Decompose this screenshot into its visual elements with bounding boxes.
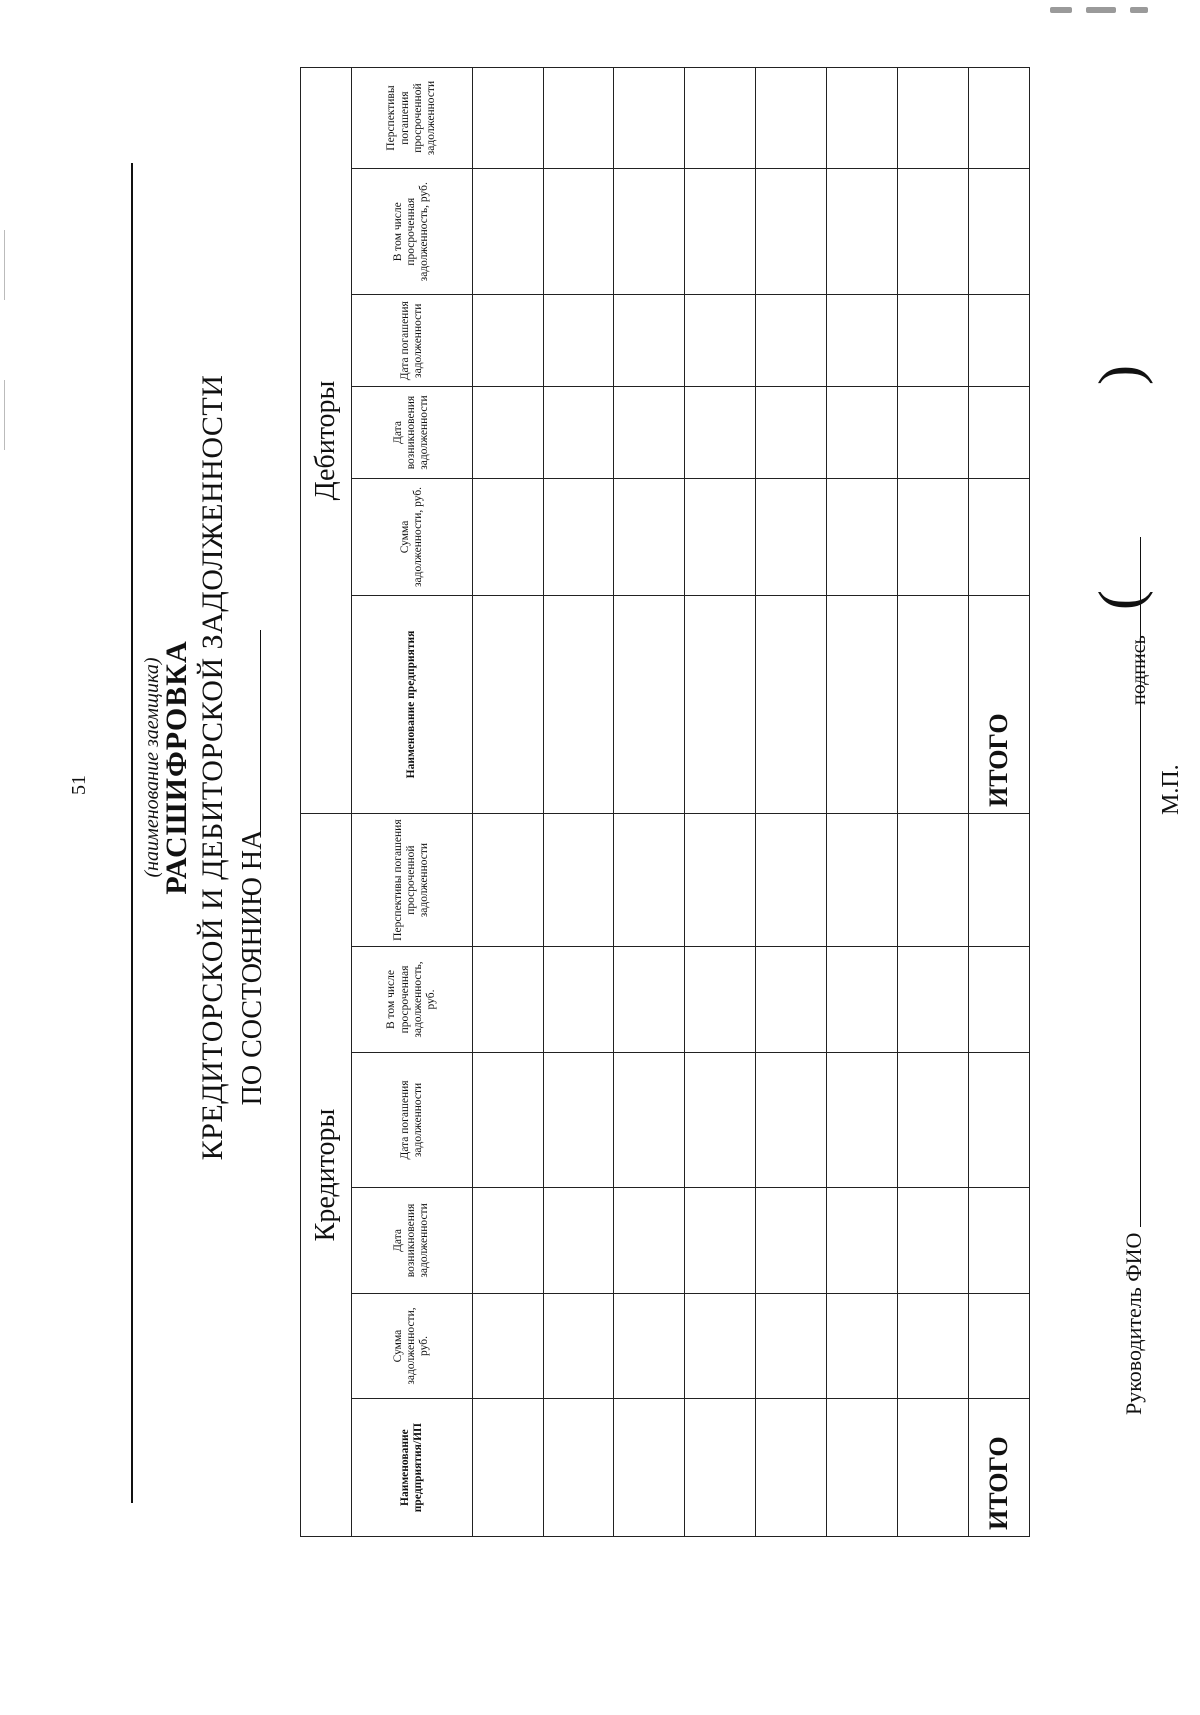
document-title: РАСШИФРОВКА [160, 640, 193, 895]
total-row [969, 68, 1030, 1537]
debtor-col-name: Наименование предприятия [352, 595, 473, 813]
table-cell[interactable] [685, 68, 756, 169]
table-cell[interactable] [969, 1293, 1030, 1399]
table-cell[interactable] [472, 169, 543, 295]
table-cell[interactable] [969, 947, 1030, 1053]
table-cell[interactable] [472, 1052, 543, 1187]
debtors-header: Дебиторы [301, 68, 352, 814]
debtors-total-label: ИТОГО [969, 595, 1030, 813]
debtor-col-amount: Сумма задолженности, руб. [352, 478, 473, 595]
table-cell[interactable] [969, 478, 1030, 595]
creditors-total-label: ИТОГО [969, 1399, 1030, 1537]
table-cell[interactable] [614, 387, 685, 479]
as-of-date-label: ПО СОСТОЯНИЮ НА [237, 829, 268, 1106]
table-cell[interactable] [898, 1399, 969, 1537]
table-cell[interactable] [827, 1399, 898, 1537]
table-cell[interactable] [543, 1188, 614, 1294]
table-cell[interactable] [685, 1399, 756, 1537]
debtor-col-prospects: Перспективы погашения просроченной задолженности [352, 68, 473, 169]
signature-label: подпись [1128, 635, 1150, 705]
creditor-col-prospects: Перспективы погашения просроченной задолженности [352, 814, 473, 947]
creditor-col-origin-date: Дата возникновения задолженности [352, 1188, 473, 1294]
signer-label: Руководитель ФИО [1121, 1232, 1146, 1415]
table-cell[interactable] [827, 1052, 898, 1187]
table-cell[interactable] [543, 478, 614, 595]
table-cell[interactable] [685, 814, 756, 947]
table-cell[interactable] [756, 478, 827, 595]
table-cell[interactable] [898, 814, 969, 947]
table-cell[interactable] [969, 814, 1030, 947]
table-cell[interactable] [756, 295, 827, 387]
document-title-line2: КРЕДИТОРСКОЙ И ДЕБИТОРСКОЙ ЗАДОЛЖЕННОСТИ [196, 374, 229, 1161]
table-cell[interactable] [472, 68, 543, 169]
table-cell[interactable] [969, 68, 1030, 169]
table-cell[interactable] [756, 1188, 827, 1294]
table-cell[interactable] [614, 947, 685, 1053]
creditor-col-overdue: В том числе просроченная задолженность, руб. [352, 947, 473, 1053]
table-cell[interactable] [969, 1188, 1030, 1294]
table-cell[interactable] [756, 169, 827, 295]
table-row [827, 68, 898, 1537]
table-cell[interactable] [685, 387, 756, 479]
table-cell[interactable] [898, 1052, 969, 1187]
table-cell[interactable] [898, 295, 969, 387]
table-cell[interactable] [614, 478, 685, 595]
table-cell[interactable] [756, 1399, 827, 1537]
column-header-row [352, 68, 473, 1537]
table-cell[interactable] [543, 595, 614, 813]
stamp-label: М.П. [1158, 764, 1184, 815]
creditor-col-repay-date: Дата погашения задолженности [352, 1052, 473, 1187]
signature-open-paren: ( [1087, 590, 1153, 610]
table-cell[interactable] [614, 1399, 685, 1537]
table-cell[interactable] [827, 387, 898, 479]
table-cell[interactable] [472, 387, 543, 479]
table-cell[interactable] [685, 1293, 756, 1399]
table-cell[interactable] [756, 1293, 827, 1399]
table-cell[interactable] [614, 169, 685, 295]
creditor-col-name: Наименование предприятия/ИП [352, 1399, 473, 1537]
table-cell[interactable] [614, 1052, 685, 1187]
table-row [543, 68, 614, 1537]
table-cell[interactable] [898, 1293, 969, 1399]
table-cell[interactable] [472, 295, 543, 387]
table-cell[interactable] [614, 1188, 685, 1294]
table-cell[interactable] [685, 478, 756, 595]
table-row [614, 68, 685, 1537]
table-row [472, 68, 543, 1537]
table-cell[interactable] [969, 169, 1030, 295]
table-cell[interactable] [827, 595, 898, 813]
borrower-name-line [131, 163, 133, 1503]
table-cell[interactable] [756, 947, 827, 1053]
table-cell[interactable] [827, 814, 898, 947]
table-cell[interactable] [756, 1052, 827, 1187]
page-number: 51 [68, 775, 90, 795]
table-cell[interactable] [969, 1052, 1030, 1187]
as-of-date-line [236, 20, 269, 1715]
table-cell[interactable] [898, 169, 969, 295]
table-cell[interactable] [756, 595, 827, 813]
table-cell[interactable] [898, 387, 969, 479]
table-cell[interactable] [543, 295, 614, 387]
table-cell[interactable] [614, 68, 685, 169]
table-cell[interactable] [685, 595, 756, 813]
table-cell[interactable] [827, 947, 898, 1053]
table-cell[interactable] [969, 295, 1030, 387]
table-cell[interactable] [898, 478, 969, 595]
signature-close-paren: ) [1087, 365, 1153, 385]
table-cell[interactable] [969, 387, 1030, 479]
table-cell[interactable] [685, 947, 756, 1053]
table-cell[interactable] [543, 1293, 614, 1399]
table-cell[interactable] [543, 387, 614, 479]
table-cell[interactable] [472, 814, 543, 947]
table-cell[interactable] [472, 1293, 543, 1399]
table-cell[interactable] [756, 814, 827, 947]
table-cell[interactable] [827, 68, 898, 169]
table-body [472, 68, 968, 1537]
table-cell[interactable] [614, 1293, 685, 1399]
group-header-row [301, 68, 352, 1537]
table-cell[interactable] [898, 595, 969, 813]
table-cell[interactable] [898, 68, 969, 169]
table-cell[interactable] [827, 295, 898, 387]
table-cell[interactable] [614, 295, 685, 387]
table-cell[interactable] [614, 814, 685, 947]
table-cell[interactable] [685, 169, 756, 295]
table-cell[interactable] [543, 947, 614, 1053]
borrower-name-caption: (наименование заемщика) [141, 657, 163, 878]
table-cell[interactable] [827, 478, 898, 595]
debtor-col-overdue: В том числе просроченная задолженность, руб. [352, 169, 473, 295]
table-cell[interactable] [472, 1399, 543, 1537]
debt-table [300, 67, 1030, 1537]
creditors-header: Кредиторы [301, 814, 352, 1537]
debtor-col-repay-date: Дата погашения задолженности [352, 295, 473, 387]
table-cell[interactable] [827, 1188, 898, 1294]
table-cell[interactable] [472, 1188, 543, 1294]
table-cell[interactable] [827, 169, 898, 295]
table-cell[interactable] [543, 1399, 614, 1537]
table-cell[interactable] [756, 387, 827, 479]
table-row [898, 68, 969, 1537]
table-cell[interactable] [543, 1052, 614, 1187]
table-cell[interactable] [685, 1188, 756, 1294]
table-row [756, 68, 827, 1537]
table-cell[interactable] [898, 947, 969, 1053]
table-cell[interactable] [472, 478, 543, 595]
table-cell[interactable] [685, 295, 756, 387]
table-cell[interactable] [472, 947, 543, 1053]
table-cell[interactable] [543, 169, 614, 295]
table-row [685, 68, 756, 1537]
creditor-col-amount: Сумма задолженности, руб. [352, 1293, 473, 1399]
table-cell[interactable] [472, 595, 543, 813]
as-of-date-blank [236, 630, 261, 830]
table-cell[interactable] [543, 68, 614, 169]
debtor-col-origin-date: Дата возникновения задолженности [352, 387, 473, 479]
table-cell[interactable] [543, 814, 614, 947]
table-cell[interactable] [685, 1052, 756, 1187]
table-cell[interactable] [898, 1188, 969, 1294]
table-cell[interactable] [827, 1293, 898, 1399]
table-cell[interactable] [756, 68, 827, 169]
table-cell[interactable] [614, 595, 685, 813]
